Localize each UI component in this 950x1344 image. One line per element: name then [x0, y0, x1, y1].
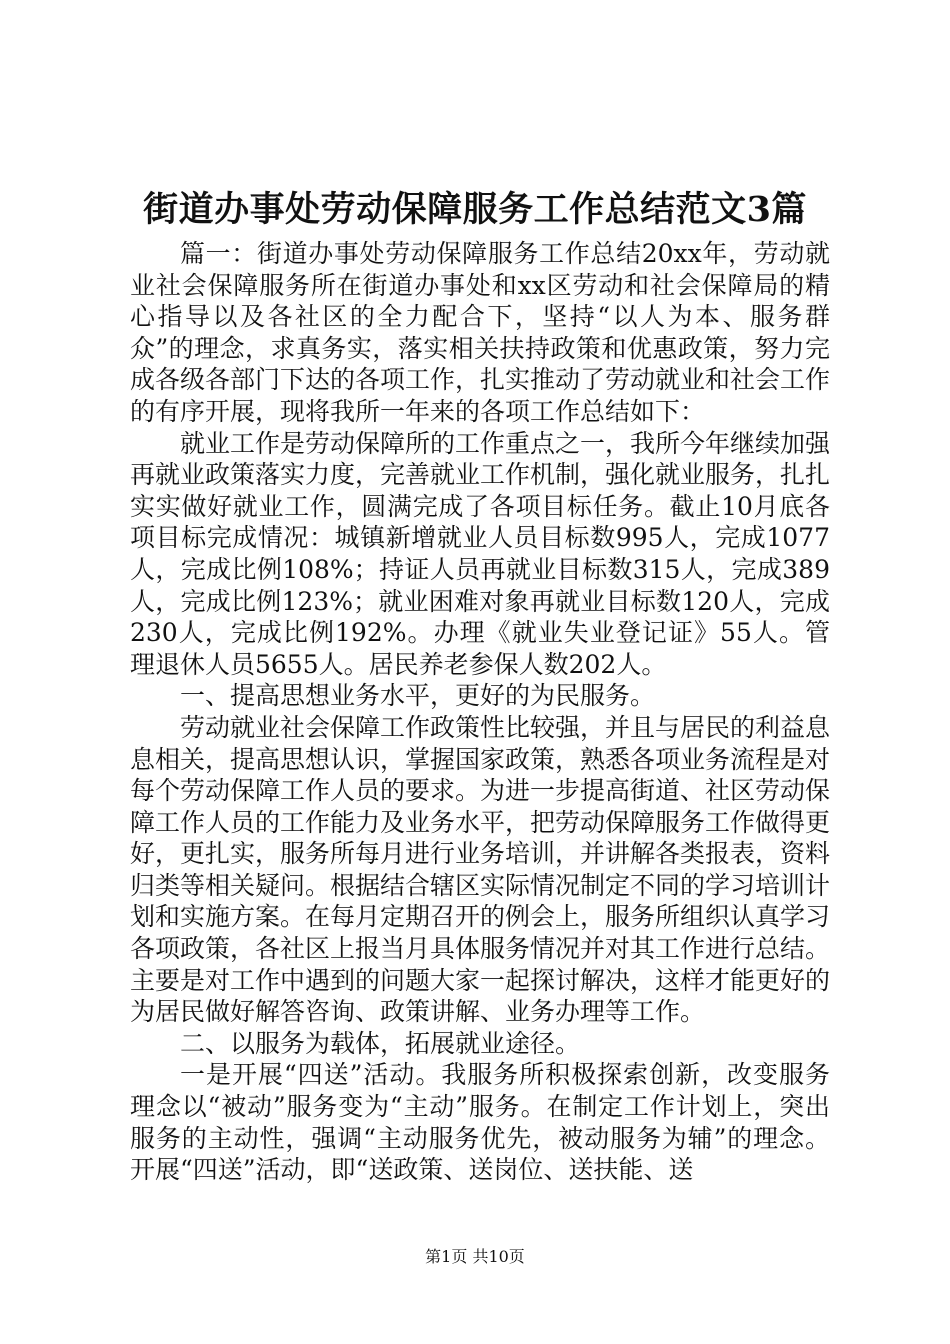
- paragraph-employment: 就业工作是劳动保障所的工作重点之一，我所今年继续加强再就业政策落实力度，完善就业工作机制，强化就业服务，扎扎实实做好就业工作，圆满完成了各项目标任务。截止10月底各项目标完成情况：城镇新增就业人员目标数995人，完成1077人，完成比例108%；持证人员再就业目标数315人，完成389人，完成比例123%；就业困难对象再就业目标数120人，完成230人，完成比例192%。办理《就业失业登记证》55人。管理退休人员5655人。居民养老参保人数202人。: [130, 428, 831, 679]
- paragraph-four-send: 一是开展“四送”活动。我服务所积极探索创新，改变服务理念以“被动”服务变为“主动”服务。在制定工作计划上，突出服务的主动性，强调“主动服务优先，被动服务为辅”的理念。开展“四送”活动，即“送政策、送岗位、送扶能、送: [130, 1060, 830, 1185]
- page-footer: 第1页 共10页: [425, 1247, 525, 1266]
- document-body: [130, 238, 830, 1186]
- section-heading-2: 二、以服务为载体，拓展就业途径。: [180, 1028, 581, 1058]
- paragraph-training: 劳动就业社会保障工作政策性比较强，并且与居民的利益息息相关，提高思想认识，掌握国家政策，熟悉各项业务流程是对每个劳动保障工作人员的要求。为进一步提高街道、社区劳动保障工作人员的工作能力及业务水平，把劳动保障服务工作做得更好，更扎实，服务所每月进行业务培训，并讲解各类报表，资料归类等相关疑问。根据结合辖区实际情况制定不同的学习培训计划和实施方案。在每月定期召开的例会上，服务所组织认真学习各项政策，各社区上报当月具体服务情况并对其工作进行总结。主要是对工作中遇到的问题大家一起探讨解决，这样才能更好的为居民做好解答咨询、政策讲解、业务办理等工作。: [130, 712, 831, 1027]
- document-title: 街道办事处劳动保障服务工作总结范文3篇: [143, 189, 807, 230]
- paragraph-intro: 篇一：街道办事处劳动保障服务工作总结20xx年，劳动就业社会保障服务所在街道办事处和xx区劳动和社会保障局的精心指导以及各社区的全力配合下，坚持“以人为本、服务群众”的理念，求真务实，落实相关扶持政策和优惠政策，努力完成各级各部门下达的各项工作，扎实推动了劳动就业和社会工作的有序开展，现将我所一年来的各项工作总结如下：: [130, 239, 831, 426]
- section-heading-1: 一、提高思想业务水平，更好的为民服务。: [180, 681, 656, 711]
